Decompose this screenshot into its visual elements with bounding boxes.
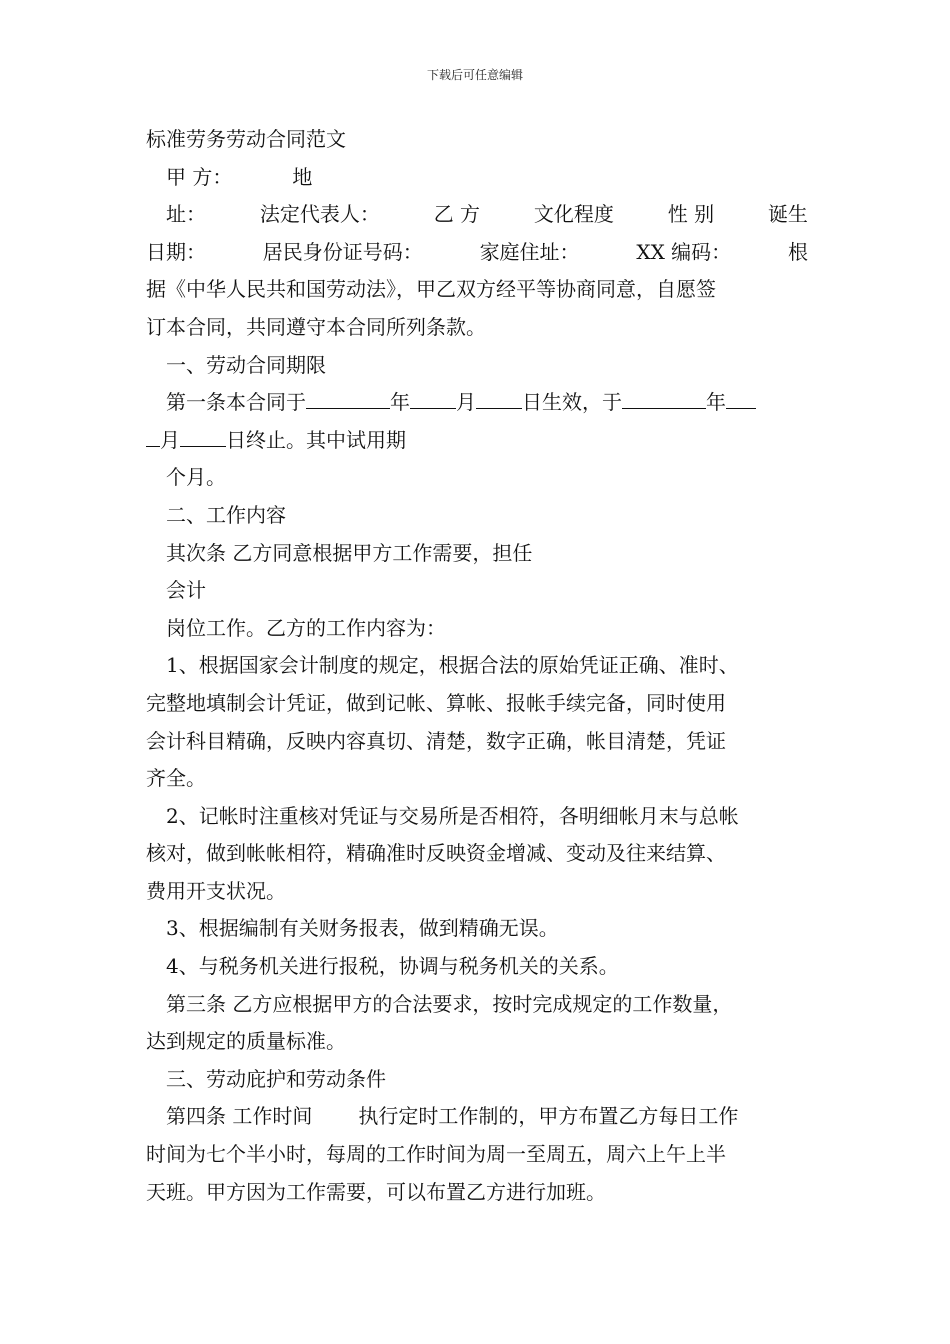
- field-birth: 诞生: [767, 202, 808, 227]
- article-1-start: 第一条本合同于: [166, 390, 306, 415]
- field-gender: 性 别: [667, 202, 715, 227]
- month-label: 月: [456, 390, 476, 415]
- field-education: 文化程度: [533, 202, 614, 227]
- item-2-line-3: 费用开支状况。: [146, 878, 286, 903]
- article-1-end-text: 日终止。其中试用期: [226, 427, 406, 452]
- intro-line-1: 据《中华人民共和国劳动法》，甲乙双方经平等协商同意，自愿签: [146, 277, 716, 302]
- article-2-line-1: 其次条 乙方同意根据甲方工作需要，担任: [166, 540, 533, 565]
- field-party-b: 乙 方: [433, 202, 481, 227]
- article-4-line-1: [146, 1098, 808, 1136]
- field-according: 根: [787, 239, 808, 264]
- article-2-line-2: 会计: [166, 578, 206, 603]
- article-3-line-2: 达到规定的质量标准。: [146, 1029, 346, 1054]
- item-1-line-2: 完整地填制会计凭证，做到记帐、算帐、报帐手续完备，同时使用: [146, 690, 726, 715]
- article-3-line-1: 第三条 乙方应根据甲方的合法要求，按时完成规定的工作数量，: [166, 991, 733, 1016]
- article-2-line-3: 岗位工作。乙方的工作内容为：: [166, 615, 446, 640]
- item-2-line-2: 核对，做到帐帐相符，精确准时反映资金增减、变动及往来结算、: [146, 841, 726, 866]
- year-label: 年: [390, 390, 410, 415]
- article-1-line-1: [146, 384, 808, 422]
- item-1-line-3: 会计科目精确，反映内容真切、清楚，数字正确，帐目清楚，凭证: [146, 728, 726, 753]
- blank-day-start[interactable]: [476, 386, 522, 409]
- party-a-line: [146, 159, 808, 197]
- field-address: 址：: [166, 202, 206, 227]
- section-heading-2: 二、工作内容: [166, 502, 286, 527]
- document-body: [146, 121, 808, 1211]
- article-4-line-3: 天班。甲方因为工作需要，可以布置乙方进行加班。: [146, 1179, 606, 1204]
- field-id-number: 居民身份证号码：: [262, 239, 423, 264]
- item-1-line-1: 1、根据国家会计制度的规定，根据合法的原始凭证正确、准时、: [166, 653, 739, 678]
- section-heading-1: 一、劳动合同期限: [166, 352, 326, 377]
- item-1-line-4: 齐全。: [146, 766, 206, 791]
- day-effect-label: 日生效，于: [522, 390, 622, 415]
- month-end-label: 月: [160, 427, 180, 452]
- address-char: 地: [292, 164, 313, 189]
- item-3: 3、根据编制有关财务报表，做到精确无误。: [166, 916, 559, 941]
- item-4: 4、与税务机关进行报税，协调与税务机关的关系。: [166, 954, 619, 979]
- field-legal-rep: 法定代表人：: [259, 202, 380, 227]
- section-heading-3: 三、劳动庇护和劳动条件: [166, 1066, 386, 1091]
- intro-line-2: 订本合同，共同遵守本合同所列条款。: [146, 314, 486, 339]
- blank-day-end[interactable]: [180, 424, 226, 447]
- article-4-label: 第四条 工作时间: [166, 1104, 313, 1129]
- article-1-line-2: [146, 422, 808, 460]
- field-home-address: 家庭住址：: [479, 239, 580, 264]
- blank-year-start[interactable]: [306, 386, 390, 409]
- blank-month-end[interactable]: [146, 424, 160, 447]
- field-date: 日期：: [146, 239, 206, 264]
- blank-year-end[interactable]: [622, 386, 706, 409]
- fields-row-1: [146, 196, 808, 234]
- article-4-line-2: 时间为七个半小时，每周的工作时间为周一至周五，周六上午上半: [146, 1142, 726, 1167]
- blank-month-start[interactable]: [410, 386, 456, 409]
- blank-month-end-part[interactable]: [726, 386, 756, 409]
- field-postcode: XX 编码：: [636, 239, 732, 264]
- page-header-note: 下载后可任意编辑: [426, 68, 523, 82]
- article-1-line-3: 个月。: [166, 465, 226, 490]
- item-2-line-1: 2、记帐时注重核对凭证与交易所是否相符，各明细帐月末与总帐: [166, 803, 739, 828]
- year-end-label: 年: [706, 390, 726, 415]
- party-a-label: 甲 方：: [166, 164, 233, 189]
- article-4-text: 执行定时工作制的，甲方布置乙方每日工作: [358, 1104, 739, 1129]
- document-title: 标准劳务劳动合同范文: [146, 127, 346, 151]
- fields-row-2: [146, 234, 808, 272]
